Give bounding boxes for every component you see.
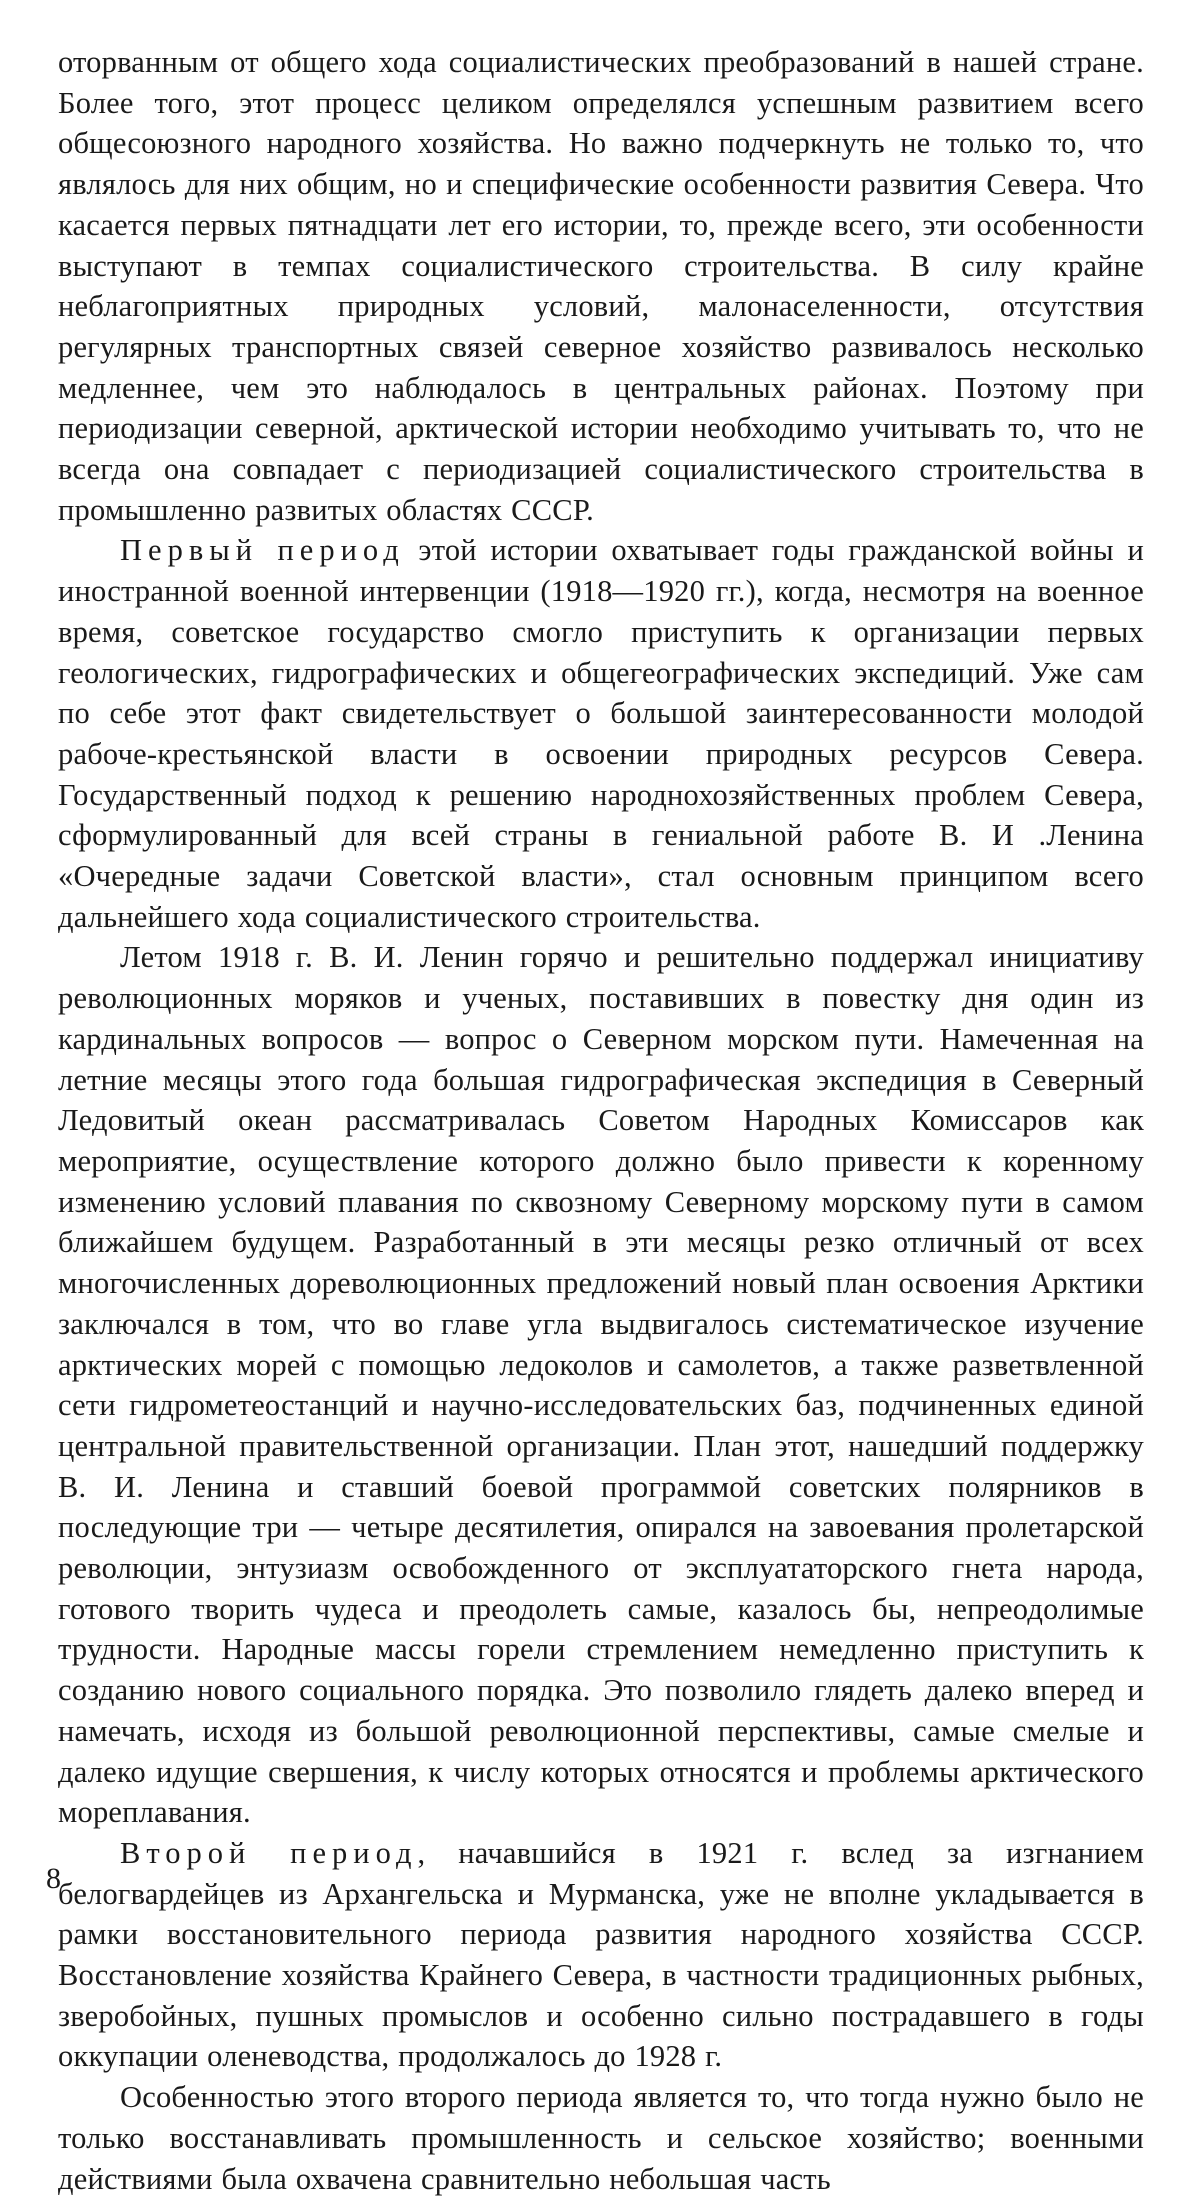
paragraph-5 <box>58 2077 1144 2199</box>
document-page <box>58 42 1144 2199</box>
scan-speck <box>402 1902 405 1905</box>
paragraph-3 <box>58 937 1144 1832</box>
paragraph-4 <box>58 1833 1144 2077</box>
paragraph-4-lead: Второй период <box>120 1836 417 1870</box>
paragraph-1 <box>58 42 1144 530</box>
paragraph-2 <box>58 530 1144 937</box>
paragraph-4-text: , начавшийся в 1921 г. вслед за изгнанием белогвардейцев из Архангельска и Мурманска, уже не вполне укладывается в рамки восстановительного периода развития народного хозяйства СССР. Восстановление хозяйства Крайнего Севера, в частности традиционных рыбных, зверобойных, пушных промыслов и особенно сильно пострадавшего в годы оккупации оленеводства, продолжалось до 1928 г. <box>58 1836 1144 2074</box>
paragraph-5-text: Особенностью этого второго периода является то, что тогда нужно было не только восстанавливать промышленность и сельское хозяйство; военными действиями была охвачена сравнительно небольшая часть <box>58 2080 1144 2195</box>
scan-speck <box>1058 1898 1061 1901</box>
paragraph-2-lead: Первый период <box>120 533 405 567</box>
paragraph-2-text: этой истории охватывает годы гражданской войны и иностранной военной интервенции (1918—1920 гг.), когда, несмотря на военное время, советское государство смогло приступить к организации первых геологических, гидрографических и общегеографических экспедиций. Уже сам по себе этот факт свидетельствует о большой заинтересованности молодой рабоче-крестьянской власти в освоении природных ресурсов Севера. Государственный подход к решению народнохозяйственных проблем Севера, сформулированный для всей страны в гениальной работе В. И .Ленина «Очередные задачи Советской власти», стал основным принципом всего дальнейшего хода социалистического строительства. <box>58 533 1144 933</box>
paragraph-3-text: Летом 1918 г. В. И. Ленин горячо и решительно поддержал инициативу революционных моряков и ученых, поставивших в повестку дня один из кардинальных вопросов — вопрос о Северном морском пути. Намеченная на летние месяцы этого года большая гидрографическая экспедиция в Северный Ледовитый океан рассматривалась Советом Народных Комиссаров как мероприятие, осуществление которого должно было привести к коренному изменению условий плавания по сквозному Северному морскому пути в самом ближайшем будущем. Разработанный в эти месяцы резко отличный от всех многочисленных дореволюционных предложений новый план освоения Арктики заключался в том, что во главе угла выдвигалось систематическое изучение арктических морей с помощью ледоколов и самолетов, а также разветвленной сети гидрометеостанций и научно-исследовательских баз, подчиненных единой центральной правительственной организации. План этот, нашедший поддержку В. И. Ленина и ставший боевой программой советских полярников в последующие три — четыре десятилетия, опирался на завоевания пролетарской революции, энтузиазм освобожденного от эксплуататорского гнета народа, готового творить чудеса и преодолеть самые, казалось бы, непреодолимые трудности. Народные массы горели стремлением немедленно приступить к созданию нового социального порядка. Это позволило глядеть далеко вперед и намечать, исходя из большой революционной перспективы, самые смелые и далеко идущие свершения, к числу которых относятся и проблемы арктического мореплавания. <box>58 940 1144 1829</box>
paragraph-1-text: оторванным от общего хода социалистических преобразований в нашей стране. Более того, этот процесс целиком определялся успешным развитием всего общесоюзного народного хозяйства. Но важно подчеркнуть не только то, что являлось для них общим, но и специфические особенности развития Севера. Что касается первых пятнадцати лет его истории, то, прежде всего, эти особенности выступают в темпах социалистического строительства. В силу крайне неблагоприятных природных условий, малонаселенности, отсутствия регулярных транспортных связей северное хозяйство развивалось несколько медленнее, чем это наблюдалось в центральных районах. Поэтому при периодизации северной, арктической истории необходимо учитывать то, что не всегда она совпадает с периодизацией социалистического строительства в промышленно развитых областях СССР. <box>58 45 1144 527</box>
page-number: 8 <box>46 1862 61 1896</box>
